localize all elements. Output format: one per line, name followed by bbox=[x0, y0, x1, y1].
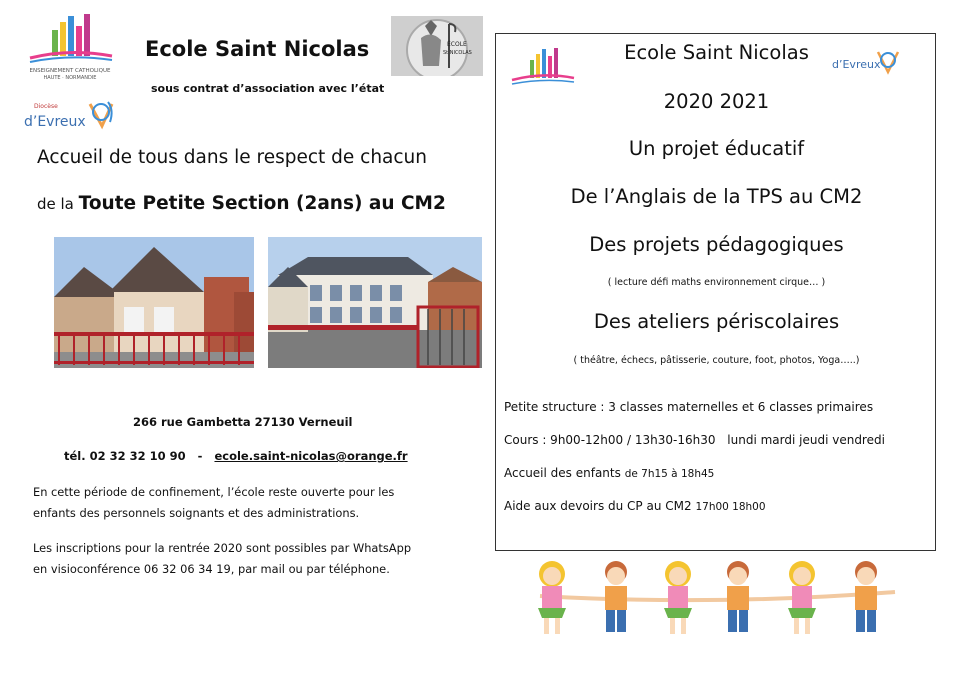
panel-schedule-days: lundi mardi jeudi vendredi bbox=[727, 433, 885, 447]
panel-schedule-hours: Cours : 9h00-12h00 / 13h30-16h30 bbox=[504, 433, 716, 447]
panel-periscolar-detail: ( théâtre, échecs, pâtisserie, couture, foot, photos, Yoga…..) bbox=[573, 355, 860, 366]
panel-year: 2020 2021 bbox=[663, 90, 770, 113]
child-figure bbox=[788, 561, 816, 634]
panel-welcome-info bbox=[504, 466, 714, 480]
child-figure bbox=[664, 561, 692, 634]
school-info-panel bbox=[495, 33, 936, 551]
confinement-paragraph bbox=[33, 482, 394, 524]
panel-homework-time: 17h00 18h00 bbox=[695, 501, 766, 513]
registration-line-1: Les inscriptions pour la rentrée 2020 sont possibles par WhatsApp bbox=[33, 541, 412, 555]
child-figure bbox=[855, 561, 877, 632]
catholic-education-logo bbox=[22, 12, 118, 82]
tagline-welcome: Accueil de tous dans le respect de chacun bbox=[37, 147, 427, 168]
registration-line-2: en visioconférence 06 32 06 34 19, par mail ou par téléphone. bbox=[33, 562, 390, 576]
child-figure bbox=[605, 561, 627, 632]
school-building-photo-1 bbox=[54, 237, 254, 368]
email-link[interactable]: ecole.saint-nicolas@orange.fr bbox=[214, 449, 408, 463]
panel-pedagogical-detail: ( lecture défi maths environnement cirque… ) bbox=[607, 277, 826, 288]
panel-educational-project: Un projet éducatif bbox=[628, 137, 805, 160]
saint-nicolas-seal-image bbox=[391, 16, 483, 76]
registration-paragraph bbox=[33, 538, 411, 580]
phone-number[interactable]: tél. 02 32 32 10 90 bbox=[64, 449, 186, 463]
seal-text-1: ÉCOLE bbox=[447, 41, 467, 48]
contact-line bbox=[64, 449, 408, 463]
panel-schedule-info bbox=[504, 433, 885, 447]
panel-school-name: Ecole Saint Nicolas bbox=[624, 41, 809, 64]
confinement-line-1: En cette période de confinement, l’école reste ouverte pour les bbox=[33, 485, 395, 499]
child-figure bbox=[538, 561, 566, 634]
tagline-levels bbox=[37, 193, 446, 214]
contact-separator: - bbox=[197, 449, 203, 463]
catholic-logo-line1: ENSEIGNEMENT CATHOLIQUE bbox=[29, 68, 111, 74]
school-building-photo-2 bbox=[268, 237, 482, 368]
confinement-line-2: enfants des personnels soignants et des administrations. bbox=[33, 506, 360, 520]
panel-pedagogical-projects: Des projets pédagogiques bbox=[589, 233, 844, 256]
panel-english-line: De l’Anglais de la TPS au CM2 bbox=[570, 185, 863, 208]
catholic-logo-line2: HAUTE · NORMANDIE bbox=[43, 75, 97, 81]
seal-text-2: St NICOLAS bbox=[443, 50, 472, 56]
tagline-levels-bold: Toute Petite Section (2ans) au CM2 bbox=[78, 193, 446, 214]
school-address: 266 rue Gambetta 27130 Verneuil bbox=[133, 415, 353, 429]
contract-line: sous contrat d’association avec l’état bbox=[151, 82, 385, 95]
left-school-name: Ecole Saint Nicolas bbox=[145, 37, 370, 61]
panel-homework-label: Aide aux devoirs du CP au CM2 bbox=[504, 499, 692, 513]
panel-periscolar-workshops: Des ateliers périscolaires bbox=[593, 310, 840, 333]
diocese-small-label: Diocèse bbox=[34, 103, 58, 110]
panel-diocese-name: d’Evreux bbox=[832, 58, 881, 71]
diocese-name: d’Evreux bbox=[24, 114, 86, 130]
panel-homework-info bbox=[504, 499, 766, 513]
tagline-levels-prefix: de la bbox=[37, 195, 79, 213]
panel-welcome-label: Accueil des enfants bbox=[504, 466, 621, 480]
panel-structure-info: Petite structure : 3 classes maternelles et 6 classes primaires bbox=[504, 400, 874, 414]
child-figure bbox=[727, 561, 749, 632]
diocese-evreux-logo bbox=[22, 96, 118, 136]
children-holding-hands-illustration bbox=[520, 556, 910, 646]
panel-welcome-time: de 7h15 à 18h45 bbox=[624, 468, 715, 480]
